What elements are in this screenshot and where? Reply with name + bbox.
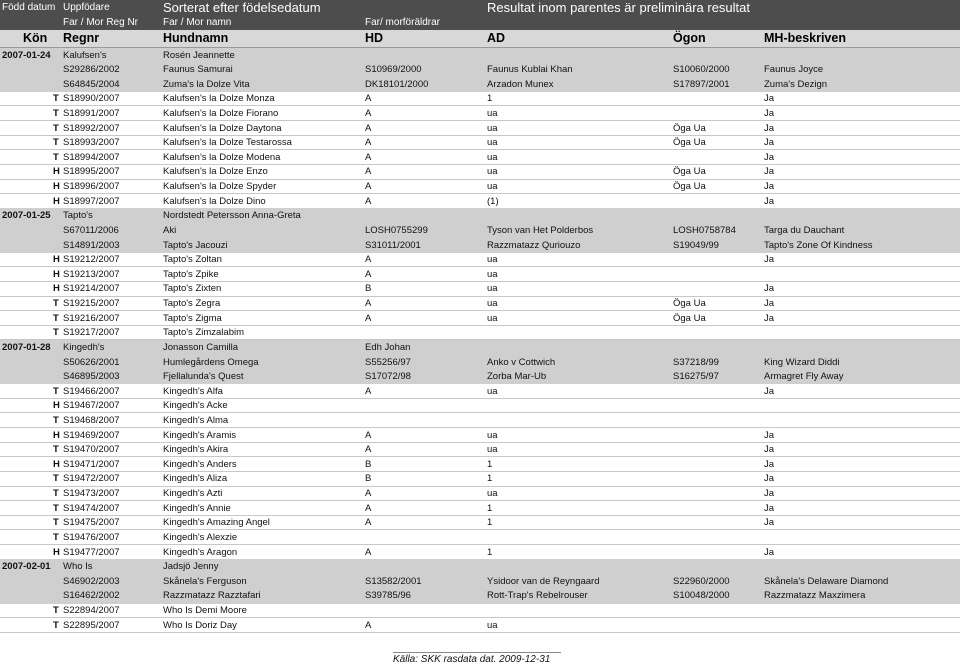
cell-mh: Ja	[764, 298, 775, 310]
cell-p4: Tapto's Zone Of Kindness	[764, 239, 873, 251]
cell-name: Faunus Samurai	[163, 64, 233, 76]
cell-regnr: S19471/2007	[63, 458, 120, 470]
header-parent-name: Far / Mor namn	[163, 17, 232, 28]
cell-name: Kingedh's Aramis	[163, 429, 237, 441]
cell-hd: A	[365, 312, 372, 324]
cell-mh: Ja	[764, 283, 775, 295]
cell-extra: Edh Johan	[365, 341, 411, 353]
cell-mh: Ja	[764, 312, 775, 324]
cell-p2: Anko v Cottwich	[487, 356, 556, 368]
cell-p2: Tyson van Het Polderbos	[487, 224, 594, 236]
cell-ad: 1	[487, 473, 493, 485]
cell-hd: A	[365, 254, 372, 266]
cell-sex: T	[53, 298, 59, 310]
table-row	[0, 91, 960, 106]
cell-regnr: S18991/2007	[63, 107, 120, 119]
table-row	[0, 618, 960, 633]
col-header-name: Hundnamn	[163, 31, 229, 45]
cell-hd: A	[365, 429, 372, 441]
cell-hd: A	[365, 93, 372, 105]
cell-name: Kalufsen's la Dolze Daytona	[163, 122, 282, 134]
cell-regnr: S22895/2007	[63, 619, 120, 631]
cell-sex: T	[53, 137, 59, 149]
cell-sex: T	[53, 619, 59, 631]
cell-mh: Ja	[764, 122, 775, 134]
table-row	[0, 325, 960, 340]
cell-name: Kalufsen's la Dolze Fiorano	[163, 107, 279, 119]
cell-ad: 1	[487, 93, 493, 105]
cell-owner: Jonasson Camilla	[163, 341, 238, 353]
cell-mh: Ja	[764, 429, 775, 441]
cell-name: Tapto's Jacouzi	[163, 239, 228, 251]
cell-mh: Ja	[764, 444, 775, 456]
cell-mh: Ja	[764, 181, 775, 193]
col-header-regnr: Regnr	[63, 31, 100, 45]
header-sort-label: Sorterat efter födelsedatum	[163, 0, 321, 15]
cell-sex: T	[53, 327, 59, 339]
cell-ad: ua	[487, 385, 498, 397]
cell-sex: H	[53, 546, 60, 558]
header-breeder: Uppfödare	[63, 2, 110, 13]
table-row	[0, 398, 960, 413]
cell-regnr: S19214/2007	[63, 283, 120, 295]
cell-sex: H	[53, 166, 60, 178]
litter-row	[0, 208, 960, 223]
cell-mh: Ja	[764, 254, 775, 266]
cell-name: Tapto's Zigma	[163, 312, 222, 324]
cell-p4: Zuma's Dezign	[764, 78, 828, 90]
cell-hd: A	[365, 385, 372, 397]
cell-name: Aki	[163, 224, 177, 236]
table-row	[0, 442, 960, 457]
cell-sex: T	[53, 385, 59, 397]
cell-p2: Faunus Kublai Khan	[487, 64, 573, 76]
cell-name: Kingedh's Akira	[163, 444, 229, 456]
column-header-row	[0, 30, 960, 47]
cell-sex: T	[53, 107, 59, 119]
cell-regnr: S18993/2007	[63, 137, 120, 149]
cell-regnr: S19216/2007	[63, 312, 120, 324]
cell-ad: ua	[487, 312, 498, 324]
parent-row	[0, 223, 960, 238]
cell-hd: A	[365, 488, 372, 500]
cell-hd: A	[365, 151, 372, 163]
cell-ad: ua	[487, 429, 498, 441]
cell-name: Kalufsen's la Dolze Modena	[163, 151, 281, 163]
cell-hd: A	[365, 298, 372, 310]
cell-regnr: S19477/2007	[63, 546, 120, 558]
cell-mh: Ja	[764, 473, 775, 485]
cell-name: Kingedh's Aragon	[163, 546, 238, 558]
cell-name: Kingedh's Aliza	[163, 473, 228, 485]
cell-mh: Ja	[764, 488, 775, 500]
cell-hd: B	[365, 458, 372, 470]
cell-regnr: S18990/2007	[63, 93, 120, 105]
cell-name: Fjellalunda's Quest	[163, 371, 244, 383]
cell-p1: LOSH0755299	[365, 224, 428, 236]
cell-date: 2007-01-24	[2, 49, 51, 61]
cell-breeder: Who Is	[63, 561, 93, 573]
table-row	[0, 471, 960, 486]
col-header-mh: MH-beskriven	[764, 31, 846, 45]
cell-regnr: S18994/2007	[63, 151, 120, 163]
parent-row	[0, 238, 960, 253]
cell-hd: A	[365, 166, 372, 178]
cell-name: Skånela's Ferguson	[163, 575, 247, 587]
cell-mh: Ja	[764, 93, 775, 105]
cell-hd: A	[365, 137, 372, 149]
cell-p3: S16275/97	[673, 371, 719, 383]
cell-date: 2007-02-01	[2, 561, 51, 573]
table-row	[0, 515, 960, 530]
table-row	[0, 384, 960, 399]
cell-name: Humlegårdens Omega	[163, 356, 259, 368]
litter-row	[0, 559, 960, 574]
parent-row	[0, 588, 960, 603]
cell-p1: S31011/2001	[365, 239, 421, 251]
header-birthdate: Född datum	[2, 2, 56, 13]
cell-sex: H	[53, 254, 60, 266]
header-band-top	[0, 0, 960, 16]
cell-sex: T	[53, 312, 59, 324]
cell-mh: Ja	[764, 107, 775, 119]
cell-ogon: Öga Ua	[673, 181, 706, 193]
cell-regnr: S18995/2007	[63, 166, 120, 178]
cell-ogon: Öga Ua	[673, 122, 706, 134]
cell-hd: A	[365, 181, 372, 193]
cell-regnr: S18997/2007	[63, 195, 120, 207]
cell-hd: A	[365, 107, 372, 119]
cell-sex: H	[53, 195, 60, 207]
cell-p3: S17897/2001	[673, 78, 730, 90]
footer-rule	[393, 652, 561, 653]
cell-p1: S55256/97	[365, 356, 411, 368]
table-row	[0, 501, 960, 516]
cell-p4: Faunus Joyce	[764, 64, 824, 76]
cell-name: Tapto's Zoltan	[163, 254, 222, 266]
cell-regnr: S14891/2003	[63, 239, 120, 251]
table-row	[0, 252, 960, 267]
cell-hd: A	[365, 619, 372, 631]
cell-ad: ua	[487, 444, 498, 456]
cell-name: Kingedh's Azti	[163, 488, 223, 500]
cell-regnr: S19473/2007	[63, 488, 120, 500]
cell-hd: A	[365, 122, 372, 134]
cell-p4: Skånela's Delaware Diamond	[764, 575, 889, 587]
footer-source: Källa: SKK rasdata dat. 2009-12-31	[393, 654, 551, 665]
cell-p1: DK18101/2000	[365, 78, 429, 90]
table-row	[0, 486, 960, 501]
cell-ad: 1	[487, 546, 493, 558]
cell-name: Tapto's Zimzalabim	[163, 327, 245, 339]
cell-ad: 1	[487, 502, 493, 514]
cell-sex: H	[53, 429, 60, 441]
parent-row	[0, 574, 960, 589]
cell-ogon: Öga Ua	[673, 166, 706, 178]
cell-name: Razzmatazz Razztafari	[163, 590, 261, 602]
cell-p2: Rott-Trap's Rebelrouser	[487, 590, 588, 602]
table-row	[0, 150, 960, 165]
cell-regnr: S19466/2007	[63, 385, 120, 397]
cell-name: Tapto's Zixten	[163, 283, 222, 295]
cell-sex: T	[53, 488, 59, 500]
cell-ad: ua	[487, 122, 498, 134]
header-results-note: Resultat inom parentes är preliminära resultat	[487, 0, 751, 15]
table-row	[0, 457, 960, 472]
cell-regnr: S19468/2007	[63, 415, 120, 426]
cell-p2: Zorba Mar-Ub	[487, 371, 547, 383]
table-row	[0, 179, 960, 194]
cell-p1: S13582/2001	[365, 575, 422, 587]
cell-p3: S19049/99	[673, 239, 719, 251]
cell-mh: Ja	[764, 195, 775, 207]
cell-name: Tapto's Zpike	[163, 268, 219, 280]
cell-p2: Arzadon Munex	[487, 78, 554, 90]
cell-ogon: Öga Ua	[673, 298, 706, 310]
cell-sex: T	[53, 444, 59, 456]
cell-p1: S10969/2000	[365, 64, 422, 76]
cell-p1: S39785/96	[365, 590, 411, 602]
table-row	[0, 296, 960, 311]
cell-p3: S22960/2000	[673, 575, 730, 587]
cell-regnr: S19469/2007	[63, 429, 120, 441]
cell-breeder: Kingedh's	[63, 341, 105, 353]
cell-name: Tapto's Zegra	[163, 298, 221, 310]
cell-p3: LOSH0758784	[673, 224, 736, 236]
cell-sex: H	[53, 458, 60, 470]
cell-regnr: S22894/2007	[63, 605, 120, 617]
header-grandparents: Far/ morföräldrar	[365, 17, 441, 28]
cell-regnr: S18992/2007	[63, 122, 120, 134]
cell-p4: Armagret Fly Away	[764, 371, 844, 383]
cell-p4: Razzmatazz Maxzimera	[764, 590, 866, 602]
table-row	[0, 428, 960, 443]
table-row	[0, 135, 960, 150]
cell-regnr: S46895/2003	[63, 371, 120, 383]
table-row	[0, 311, 960, 326]
cell-ad: (1)	[487, 195, 499, 207]
cell-ad: ua	[487, 488, 498, 500]
table-row	[0, 530, 960, 545]
header-parent-regnr: Far / Mor Reg Nr	[63, 17, 139, 28]
cell-regnr: S19476/2007	[63, 531, 120, 543]
cell-name: Who Is Doriz Day	[163, 619, 237, 631]
cell-sex: H	[53, 283, 60, 295]
cell-sex: T	[53, 151, 59, 163]
cell-name: Kingedh's Alexzie	[163, 531, 238, 543]
cell-date: 2007-01-25	[2, 210, 51, 222]
table-row	[0, 545, 960, 560]
cell-ad: ua	[487, 298, 498, 310]
cell-mh: Ja	[764, 151, 775, 163]
parent-row	[0, 62, 960, 77]
cell-ad: ua	[487, 166, 498, 178]
cell-name: Kingedh's Acke	[163, 400, 228, 412]
cell-sex: H	[53, 181, 60, 193]
parent-row	[0, 369, 960, 384]
cell-regnr: S18996/2007	[63, 181, 120, 193]
cell-name: Kalufsen's la Dolze Spyder	[163, 181, 277, 193]
cell-sex: T	[53, 502, 59, 514]
header-band-sub	[0, 16, 960, 30]
cell-sex: T	[53, 605, 59, 617]
cell-regnr: S19470/2007	[63, 444, 120, 456]
cell-hd: A	[365, 444, 372, 456]
cell-regnr: S19474/2007	[63, 502, 120, 514]
cell-hd: A	[365, 195, 372, 207]
cell-name: Kalufsen's la Dolze Enzo	[163, 166, 268, 178]
cell-owner: Jadsjö Jenny	[163, 561, 219, 573]
cell-ogon: Öga Ua	[673, 137, 706, 149]
cell-regnr: S67011/2006	[63, 224, 119, 236]
cell-ad: 1	[487, 458, 493, 470]
cell-mh: Ja	[764, 385, 775, 397]
litter-row	[0, 340, 960, 355]
cell-sex: T	[53, 517, 59, 529]
cell-mh: Ja	[764, 166, 775, 178]
cell-regnr: S19217/2007	[63, 327, 120, 339]
cell-breeder: Kalufsen's	[63, 49, 107, 61]
cell-p4: King Wizard Diddi	[764, 356, 840, 368]
col-header-sex: Kön	[23, 31, 48, 45]
cell-regnr: S64845/2004	[63, 78, 120, 90]
cell-date: 2007-01-28	[2, 341, 51, 353]
cell-hd: A	[365, 268, 372, 280]
cell-name: Who Is Demi Moore	[163, 605, 247, 617]
table-row	[0, 281, 960, 296]
cell-regnr: S29286/2002	[63, 64, 120, 76]
cell-regnr: S19472/2007	[63, 473, 120, 485]
cell-p4: Targa du Dauchant	[764, 224, 845, 236]
cell-ad: 1	[487, 517, 493, 529]
cell-hd: A	[365, 517, 372, 529]
cell-ad: ua	[487, 619, 498, 631]
cell-name: Kalufsen's la Dolze Dino	[163, 195, 266, 207]
cell-owner: Rosén Jeannette	[163, 49, 235, 61]
cell-sex: T	[53, 531, 59, 543]
cell-mh: Ja	[764, 458, 775, 470]
col-header-eyes: Ögon	[673, 31, 706, 45]
cell-name: Kalufsen's la Dolze Testarossa	[163, 137, 292, 149]
cell-regnr: S19467/2007	[63, 400, 120, 412]
cell-ad: ua	[487, 254, 498, 266]
cell-regnr: S19215/2007	[63, 298, 120, 310]
cell-regnr: S16462/2002	[63, 590, 120, 602]
cell-name: Kalufsen's la Dolze Monza	[163, 93, 275, 105]
cell-sex: T	[53, 93, 59, 105]
cell-p2: Ysidoor van de Reyngaard	[487, 575, 600, 587]
cell-sex: T	[53, 473, 59, 485]
table-row	[0, 194, 960, 209]
cell-ad: ua	[487, 181, 498, 193]
cell-mh: Ja	[764, 546, 775, 558]
cell-regnr: S50626/2001	[63, 356, 120, 368]
cell-regnr: S19212/2007	[63, 254, 120, 266]
cell-name: Kingedh's Anders	[163, 458, 237, 470]
cell-ad: ua	[487, 268, 498, 280]
cell-hd: B	[365, 283, 372, 295]
cell-name: Kingedh's Alma	[163, 415, 229, 426]
table-row	[0, 164, 960, 179]
cell-hd: A	[365, 546, 372, 558]
parent-row	[0, 77, 960, 92]
table-row	[0, 603, 960, 618]
cell-mh: Ja	[764, 137, 775, 149]
cell-name: Zuma's la Dolze Vita	[163, 78, 250, 90]
cell-regnr: S19475/2007	[63, 517, 120, 529]
parent-row	[0, 355, 960, 370]
cell-breeder: Tapto's	[63, 210, 93, 222]
cell-p3: S37218/99	[673, 356, 719, 368]
col-header-ad: AD	[487, 31, 506, 45]
cell-ogon: Öga Ua	[673, 312, 706, 324]
cell-name: Kingedh's Alfa	[163, 385, 223, 397]
table-row	[0, 413, 960, 428]
litter-row	[0, 48, 960, 63]
cell-p3: S10060/2000	[673, 64, 730, 76]
cell-sex: T	[53, 415, 59, 426]
table-row	[0, 121, 960, 136]
table-row	[0, 106, 960, 121]
cell-ad: ua	[487, 151, 498, 163]
table-row	[0, 267, 960, 282]
cell-mh: Ja	[764, 502, 775, 514]
cell-sex: H	[53, 268, 60, 280]
cell-ad: ua	[487, 283, 498, 295]
cell-name: Kingedh's Annie	[163, 502, 231, 514]
cell-sex: H	[53, 400, 60, 412]
cell-ad: ua	[487, 107, 498, 119]
cell-p3: S10048/2000	[673, 590, 730, 602]
cell-ad: ua	[487, 137, 498, 149]
cell-owner: Nordstedt Petersson Anna-Greta	[163, 210, 301, 222]
cell-mh: Ja	[764, 517, 775, 529]
col-header-hd: HD	[365, 31, 384, 45]
cell-regnr: S19213/2007	[63, 268, 120, 280]
cell-p1: S17072/98	[365, 371, 411, 383]
cell-regnr: S46902/2003	[63, 575, 120, 587]
cell-name: Kingedh's Amazing Angel	[163, 517, 270, 529]
cell-hd: B	[365, 473, 372, 485]
cell-p2: Razzmatazz Quriouzo	[487, 239, 581, 251]
cell-sex: T	[53, 122, 59, 134]
cell-hd: A	[365, 502, 372, 514]
